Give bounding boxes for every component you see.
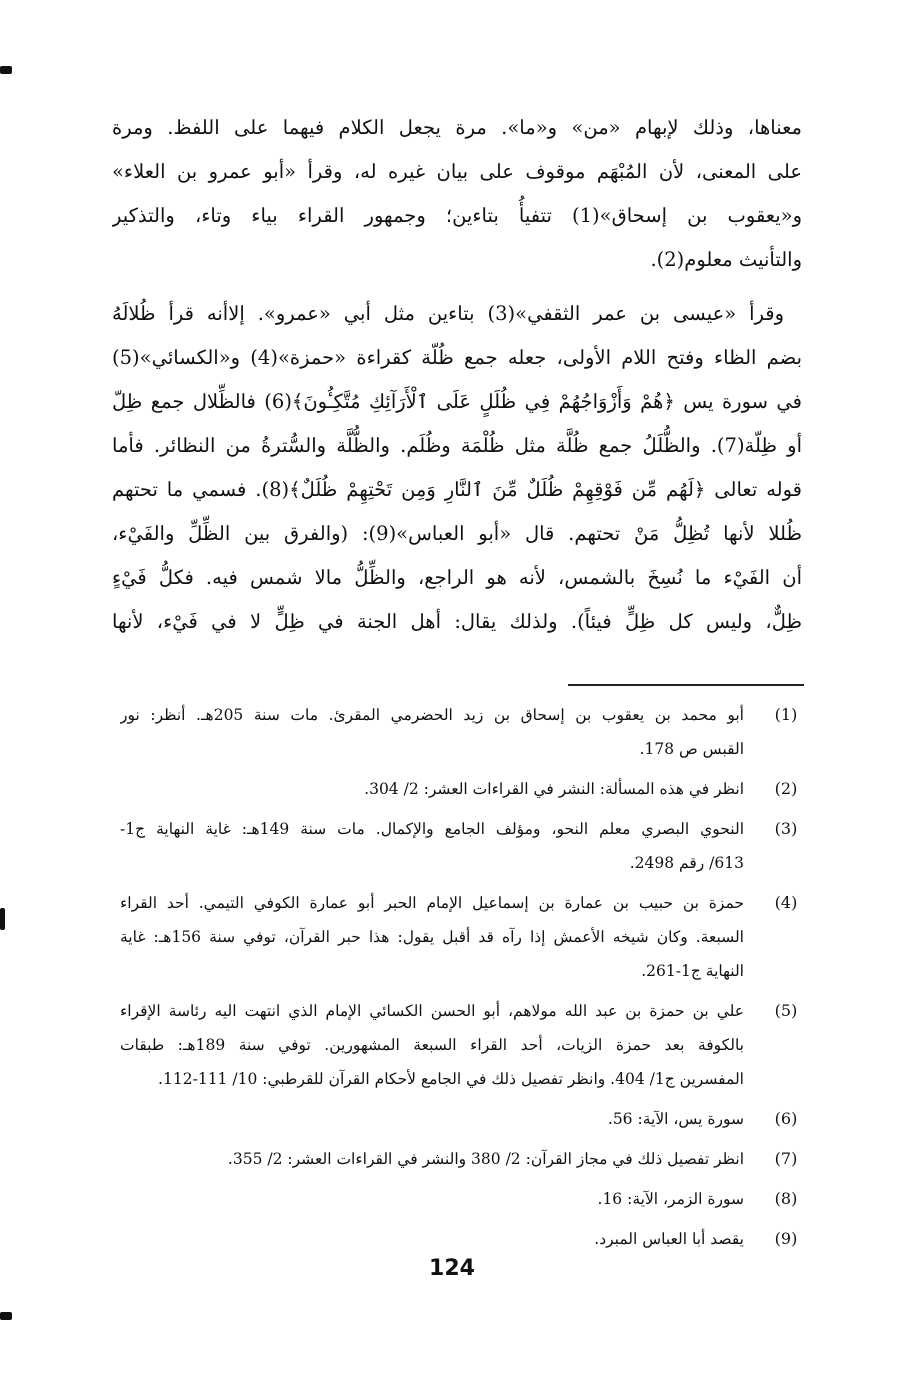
paragraph-1 (112, 106, 802, 282)
text-line: قوله تعالى ﴿لَهُم مِّن فَوْقِهِمْ ظُلَلٌ مِّنَ ٱلنَّارِ وَمِن تَحْتِهِمْ ظُلَلٌ﴾(8). فسمي ما تحتهم (112, 478, 802, 501)
text-line: ظِلٌّ، وليس كل ظِلٍّ فيئاً). ولذلك يقال: أهل الجنة في ظِلٍّ لا في فَيْء، لأنها (112, 610, 802, 633)
footnote-5 (120, 994, 802, 1096)
footnote-line: سورة الزمر، الآية: 16. (597, 1190, 744, 1208)
footnote-line: سورة يس، الآية: 56. (607, 1110, 744, 1128)
footnote-number: (2) (774, 779, 798, 798)
text-line: وقرأ «عيسى بن عمر الثقفي»(3) بتاءين مثل أبي «عمرو». إلاأنه قرأ ظُلالَهُ (112, 302, 785, 325)
footnote-line: السبعة. وكان شيخه الأعمش إذا رآه قد أقبل يقول: هذا حبر القرآن، توفي سنة 156هـ: غاية (120, 928, 744, 946)
footnote-number: (8) (774, 1189, 798, 1208)
footnotes (120, 698, 802, 1262)
footnote-number: (1) (774, 705, 798, 724)
footnote-6 (120, 1102, 802, 1136)
footnote-7 (120, 1142, 802, 1176)
footnote-number: (7) (774, 1149, 798, 1168)
text-line: بضم الظاء وفتح اللام الأولى، جعله جمع ظُلّة كقراءة «حمزة»(4) و«الكسائي»(5) (112, 346, 802, 369)
text-line: أو ظِلّة(7). والظُّلَلُ جمع ظُلَّة مثل ظُلْمَة وظُلَم. والظُّلَّة والسُّترةُ من النظائر. فأما (112, 434, 802, 457)
footnote-line: انظر تفصيل ذلك في مجاز القرآن: 2/ 380 والنشر في القراءات العشر: 2/ 355. (227, 1150, 744, 1168)
footnote-8 (120, 1182, 802, 1216)
footnote-number: (4) (774, 893, 798, 912)
text-line: والتأنيث معلوم(2). (650, 248, 802, 271)
footnote-separator (568, 684, 804, 686)
scan-edge-mark (0, 1312, 12, 1320)
footnote-line: النحوي البصري معلم النحو، ومؤلف الجامع والإكمال. مات سنة 149هـ: غاية النهاية ج1- (120, 820, 744, 838)
text-line: معناها، وذلك لإبهام «من» و«ما». مرة يجعل الكلام فيهما على اللفظ. ومرة (112, 116, 802, 139)
footnote-2 (120, 772, 802, 806)
footnote-9 (120, 1222, 802, 1256)
footnote-line: انظر في هذه المسألة: النشر في القراءات العشر: 2/ 304. (364, 780, 744, 798)
footnote-number: (6) (774, 1109, 798, 1128)
footnote-line: يقصد أبا العباس المبرد. (594, 1230, 744, 1248)
footnote-1 (120, 698, 802, 766)
footnote-number: (9) (774, 1229, 798, 1248)
footnote-line: المفسرين ج1/ 404. وانظر تفصيل ذلك في الجامع لأحكام القرآن للقرطبي: 10/ 111-112. (158, 1070, 744, 1088)
text-line: و«يعقوب بن إسحاق»(1) تتفيأُ بتاءين؛ وجمهور القراء بياء وتاء، والتذكير (112, 204, 802, 227)
footnote-3 (120, 812, 802, 880)
footnote-number: (3) (774, 819, 798, 838)
footnote-line: بالكوفة بعد حمزة الزيات، أحد القراء السبعة المشهورين. توفي سنة 189هـ: طبقات (120, 1036, 744, 1054)
footnote-4 (120, 886, 802, 988)
footnote-line: علي بن حمزة بن عبد الله مولاهم، أبو الحسن الكسائي الإمام الذي انتهت اليه رئاسة الإقراء (120, 1002, 744, 1020)
page-number: 124 (429, 1256, 475, 1281)
footnote-number: (5) (774, 1001, 798, 1020)
footnote-line: أبو محمد بن يعقوب بن إسحاق بن زيد الحضرمي المقرئ. مات سنة 205هـ. أنظر: نور (120, 706, 744, 724)
scan-edge-mark (0, 66, 12, 74)
footnote-line: حمزة بن حبيب بن عمارة بن إسماعيل الإمام الحبر أبو عمارة الكوفي التيمي. أحد القراء (120, 894, 744, 912)
text-line: على المعنى، لأن المُبْهَم موقوف على بيان غيره له، وقرأ «أبو عمرو بن العلاء» (112, 160, 802, 183)
text-line: في سورة يس ﴿هُمْ وَأَزْوَاجُهُمْ فِي ظُلَلٍ عَلَى ٱلْأَرَآئِكِ مُتَّكِـُٔونَ﴾(6) فالظِّلال جمع ظِلّ (112, 390, 802, 413)
text-line: ظُللا لأنها تُظِلُّ مَنْ تحتهم. قال «أبو العباس»(9): (والفرق بين الظِّلِّ والفَيْء، (112, 522, 802, 545)
footnote-line: 613/ رقم 2498. (629, 854, 744, 872)
scan-edge-mark (0, 908, 5, 930)
paragraph-2 (112, 292, 802, 644)
main-text (112, 106, 802, 644)
footnote-line: القبس ص 178. (639, 740, 744, 758)
footnote-line: النهاية ج1-261. (641, 962, 744, 980)
text-line: أن الفَيْء ما نُسِخَ بالشمس، لأنه هو الراجع، والظِّلُّ مالا شمس فيه. فكلُّ فَيْءٍ (112, 566, 802, 589)
